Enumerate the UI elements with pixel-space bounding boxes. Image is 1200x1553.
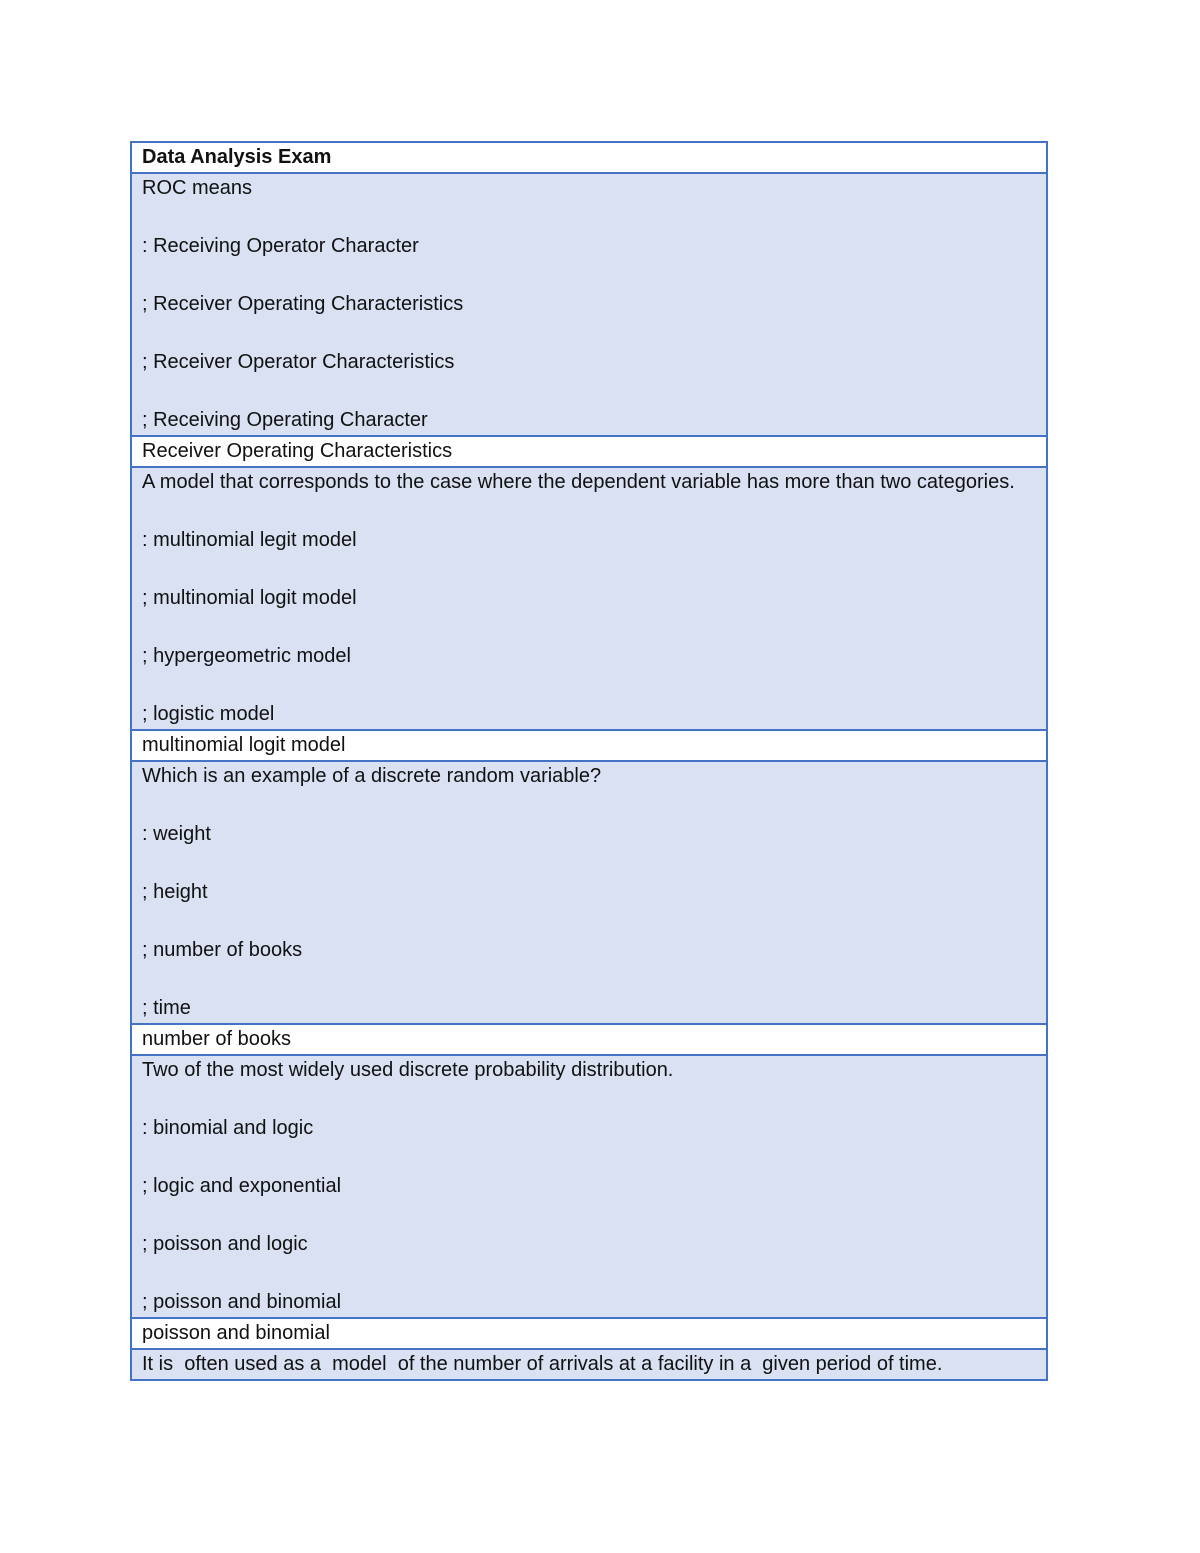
option-a: : binomial and logic (142, 1117, 314, 1139)
answer-row (131, 730, 1047, 761)
question-cell (131, 1349, 1047, 1380)
option-a: : weight (142, 823, 211, 845)
option-c: ; poisson and logic (142, 1233, 308, 1255)
answer-row (131, 1024, 1047, 1055)
title-row (131, 142, 1047, 173)
option-c: ; hypergeometric model (142, 645, 351, 667)
answer-text: multinomial logit model (131, 730, 1047, 761)
question-text: ROC means (142, 177, 253, 199)
question-cell (131, 761, 1047, 1024)
question-text: Which is an example of a discrete random variable? (142, 765, 602, 787)
question-text: It is often used as a model of the number of arrivals at a facility in a given period of time. (142, 1353, 943, 1375)
question-text: Two of the most widely used discrete probability distribution. (142, 1059, 674, 1081)
question-cell (131, 467, 1047, 730)
option-b: ; height (142, 881, 208, 903)
option-c: ; number of books (142, 939, 303, 961)
option-a: : Receiving Operator Character (142, 235, 419, 257)
exam-title: Data Analysis Exam (131, 142, 1047, 173)
question-row (131, 761, 1047, 1024)
option-d: ; poisson and binomial (142, 1291, 342, 1313)
question-row (131, 467, 1047, 730)
option-a: : multinomial legit model (142, 529, 357, 551)
exam-table (130, 141, 1048, 1381)
answer-row (131, 1318, 1047, 1349)
option-d: ; Receiving Operating Character (142, 409, 428, 431)
question-row (131, 1055, 1047, 1318)
option-b: ; multinomial logit model (142, 587, 357, 609)
option-b: ; Receiver Operating Characteristics (142, 293, 464, 315)
option-d: ; time (142, 997, 191, 1019)
question-row (131, 173, 1047, 436)
question-row (131, 1349, 1047, 1380)
answer-text: number of books (131, 1024, 1047, 1055)
answer-text: Receiver Operating Characteristics (131, 436, 1047, 467)
option-d: ; logistic model (142, 703, 275, 725)
question-cell (131, 1055, 1047, 1318)
question-cell (131, 173, 1047, 436)
option-b: ; logic and exponential (142, 1175, 342, 1197)
option-c: ; Receiver Operator Characteristics (142, 351, 455, 373)
answer-text: poisson and binomial (131, 1318, 1047, 1349)
question-text: A model that corresponds to the case where the dependent variable has more than two categories. (142, 471, 1015, 493)
answer-row (131, 436, 1047, 467)
